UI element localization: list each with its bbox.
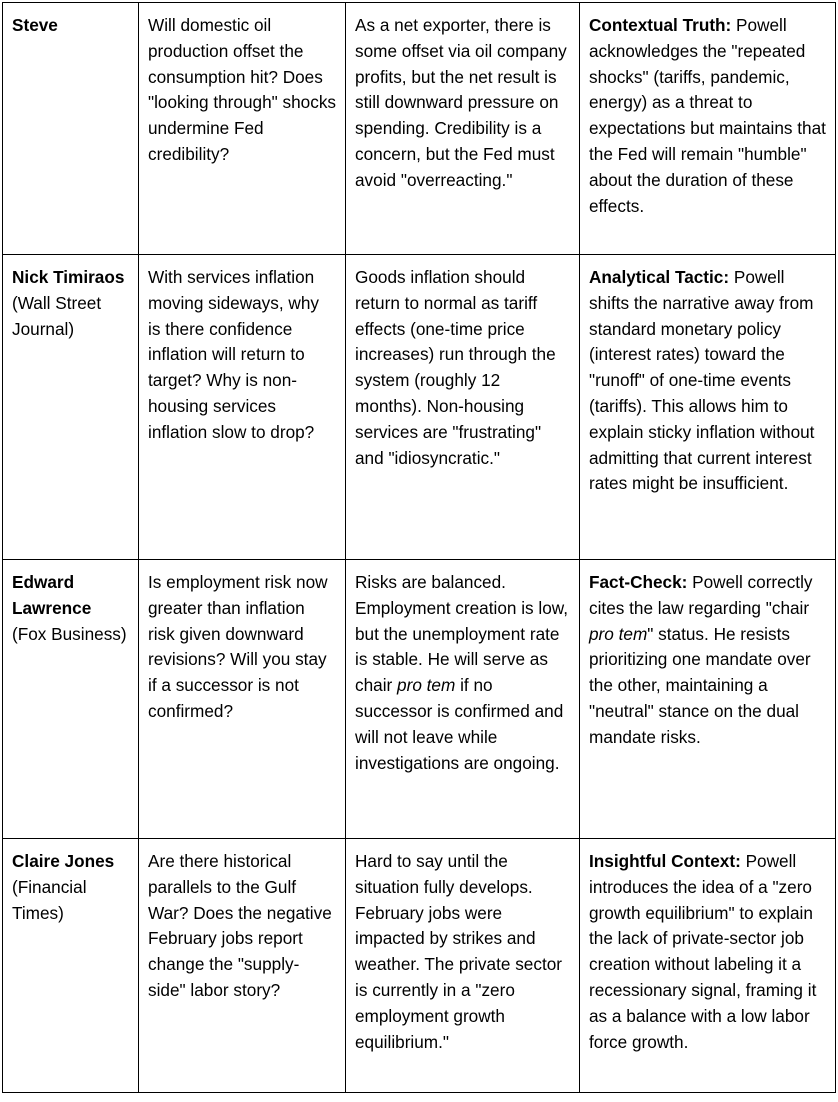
analysis-italic-term: pro tem xyxy=(589,623,648,644)
analysis-cell xyxy=(580,839,836,1093)
analysis-label: Fact-Check: xyxy=(589,572,688,592)
answer-text: Goods inflation should return to normal as tariff effects (one-time price increases) run through the system (roughly 12 months). Non-housing services are "frustrating" and "idiosyncratic." xyxy=(355,267,556,468)
answer-text-continued: if no successor is confirmed and will not leave while investigations are ongoing. xyxy=(355,675,564,773)
reporter-affiliation: (Fox Business) xyxy=(12,623,127,644)
analysis-label: Insightful Context: xyxy=(589,851,741,871)
reporter-cell xyxy=(3,3,139,255)
table-row xyxy=(3,839,836,1093)
question-text: With services inflation moving sideways, why is there confidence inflation will return to target? Why is non-housing services inflation slow to drop? xyxy=(148,267,319,442)
analysis-text: Powell correctly cites the law regarding "chair xyxy=(589,572,813,618)
question-text: Are there historical parallels to the Gulf War? Does the negative February jobs report change the "supply-side" labor story? xyxy=(148,851,332,1000)
answer-text: Hard to say until the situation fully develops. February jobs were impacted by strikes and weather. The private sector is currently in a "zero employment growth equilibrium." xyxy=(355,851,562,1052)
reporter-affiliation: (Wall Street Journal) xyxy=(12,292,102,339)
question-text: Is employment risk now greater than inflation risk given downward revisions? Will you stay if a successor is not confirmed? xyxy=(148,572,328,721)
reporter-name: Nick Timiraos xyxy=(12,267,125,287)
answer-cell xyxy=(346,839,580,1093)
answer-text: As a net exporter, there is some offset via oil company profits, but the net result is still downward pressure on spending. Credibility is a concern, but the Fed must avoid "overreacting." xyxy=(355,15,567,190)
table-row xyxy=(3,3,836,255)
answer-text: Risks are balanced. Employment creation is low, but the unemployment rate is stable. He will serve as chair xyxy=(355,572,569,696)
reporter-affiliation: (Financial Times) xyxy=(12,876,87,923)
question-cell xyxy=(139,560,346,839)
answer-cell xyxy=(346,255,580,560)
reporter-name: Claire Jones xyxy=(12,851,115,871)
analysis-text-continued: " status. He resists prioritizing one mandate over the other, maintaining a "neutral" stance on the dual mandate risks. xyxy=(589,623,811,747)
analysis-cell xyxy=(580,255,836,560)
reporter-name: Edward Lawrence xyxy=(12,572,92,618)
reporter-name: Steve xyxy=(12,15,58,35)
question-text: Will domestic oil production offset the consumption hit? Does "looking through" shocks undermine Fed credibility? xyxy=(148,15,337,164)
reporter-cell xyxy=(3,560,139,839)
analysis-label: Contextual Truth: xyxy=(589,15,732,35)
answer-italic-term: pro tem xyxy=(397,675,456,696)
table-row xyxy=(3,255,836,560)
question-cell xyxy=(139,3,346,255)
analysis-cell xyxy=(580,560,836,839)
reporter-cell xyxy=(3,839,139,1093)
analysis-label: Analytical Tactic: xyxy=(589,267,730,287)
analysis-text: Powell acknowledges the "repeated shocks" (tariffs, pandemic, energy) as a threat to expectations but maintains that the Fed will remain "humble" about the duration of these effects. xyxy=(589,15,826,216)
questions-table xyxy=(2,2,836,1093)
analysis-text: Powell introduces the idea of a "zero growth equilibrium" to explain the lack of private-sector job creation without labeling it a recessionary signal, framing it as a balance with a low labor force growth. xyxy=(589,851,817,1052)
question-cell xyxy=(139,255,346,560)
question-cell xyxy=(139,839,346,1093)
answer-cell xyxy=(346,3,580,255)
analysis-cell xyxy=(580,3,836,255)
table-row xyxy=(3,560,836,839)
reporter-cell xyxy=(3,255,139,560)
answer-cell xyxy=(346,560,580,839)
analysis-text: Powell shifts the narrative away from standard monetary policy (interest rates) toward the "runoff" of one-time events (tariffs). This allows him to explain sticky inflation without admitting that current interest rates might be insufficient. xyxy=(589,267,815,494)
